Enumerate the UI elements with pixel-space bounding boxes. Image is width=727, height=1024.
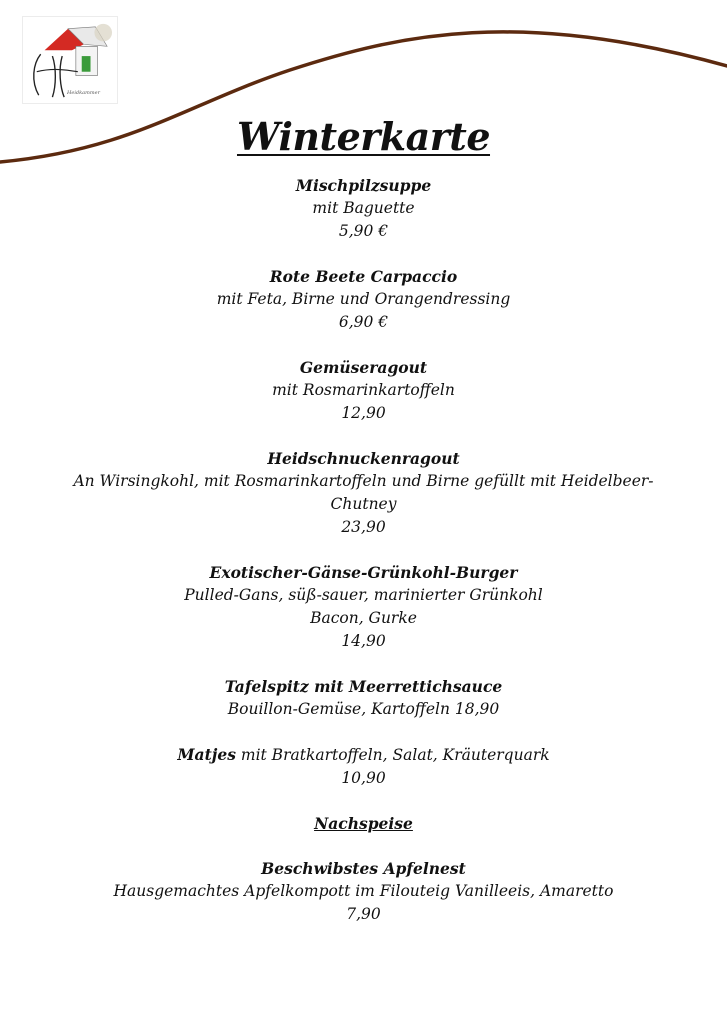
dish-name: Beschwibstes Apfelnest <box>261 859 466 878</box>
dish-name: Exotischer-Gänse-Grünkohl-Burger <box>209 563 518 582</box>
dish-description: An Wirsingkohl, mit Rosmarinkartoffeln und Birne gefüllt mit Heidelbeer- <box>73 472 654 490</box>
dish-description-continued: Bacon, Gurke <box>310 609 417 627</box>
dish-price: 14,90 <box>341 632 386 650</box>
dish-price: 10,90 <box>341 769 386 787</box>
dish-description: Bouillon-Gemüse, Kartoffeln 18,90 <box>227 700 500 718</box>
menu-list <box>0 174 727 948</box>
dish-description: Hausgemachtes Apfelkompott im Filouteig Vanilleeis, Amaretto <box>113 882 614 900</box>
dish-price: 23,90 <box>341 518 386 536</box>
dish-description: mit Feta, Birne und Orangendressing <box>216 290 511 308</box>
menu-item <box>0 561 727 653</box>
menu-item <box>0 857 727 926</box>
dish-description-continued: Chutney <box>330 495 397 513</box>
menu-item <box>0 356 727 425</box>
dish-name: Heidschnuckenragout <box>267 449 460 468</box>
menu-item <box>0 675 727 721</box>
dish-price: 5,90 € <box>338 222 389 240</box>
menu-item <box>0 265 727 334</box>
dish-name: Matjes <box>177 745 236 764</box>
dish-description: mit Bratkartoffeln, Salat, Kräuterquark <box>240 746 550 764</box>
dish-name: Tafelspitz mit Meerrettichsauce <box>224 677 503 696</box>
logo-caption: Heidkammer <box>67 90 100 96</box>
dish-name: Mischpilzsuppe <box>295 176 432 195</box>
dish-price: 7,90 <box>346 905 381 923</box>
dish-description: Pulled-Gans, süß-sauer, marinierter Grünkohl <box>184 586 543 604</box>
dish-price: 6,90 € <box>338 313 389 331</box>
menu-item <box>0 174 727 243</box>
dish-description: mit Rosmarinkartoffeln <box>272 381 455 399</box>
menu-item <box>0 743 727 790</box>
dish-price: 12,90 <box>341 404 386 422</box>
page-title: Winterkarte <box>236 114 491 159</box>
dish-name: Rote Beete Carpaccio <box>269 267 458 286</box>
restaurant-logo <box>22 16 118 104</box>
menu-item <box>0 447 727 539</box>
dish-name: Gemüseragout <box>299 358 428 377</box>
dish-description: mit Baguette <box>312 199 415 217</box>
dessert-section-heading: Nachspeise <box>314 814 413 833</box>
